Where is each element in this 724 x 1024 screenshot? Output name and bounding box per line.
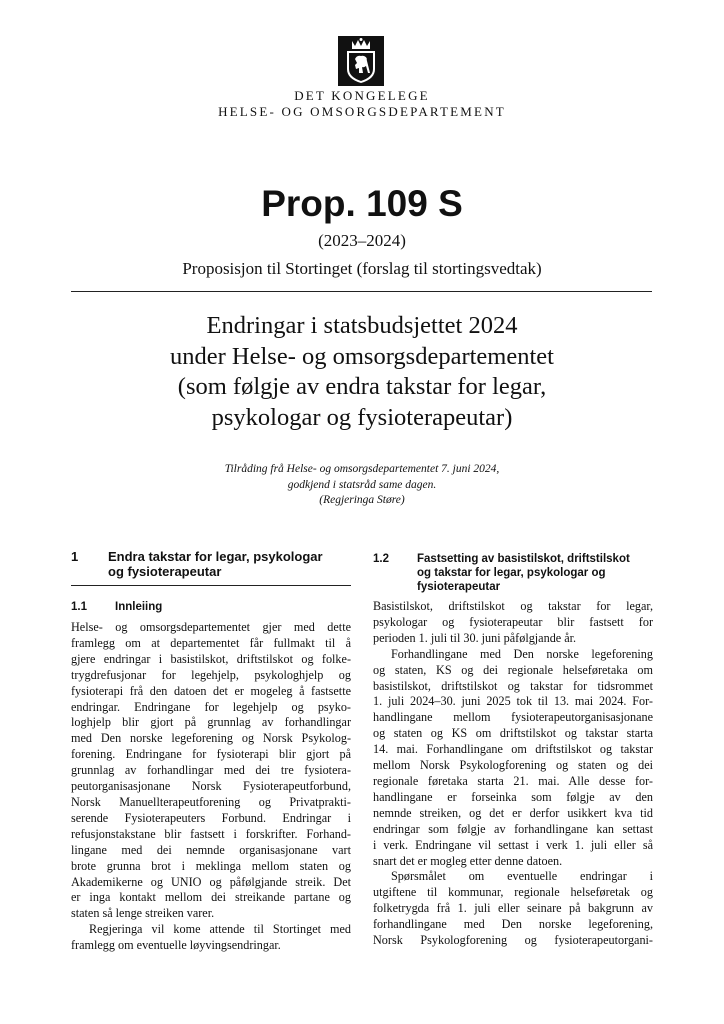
text-line: Helse- og omsorgsdepartementet gjer med dette	[71, 620, 351, 634]
text-line: nemnde streiken, og det er derfor usikkert kva tid	[373, 805, 653, 820]
text-line: serende Fysioterapeuters Forbund. Endringar i	[71, 810, 351, 825]
section-title-line: fysioterapeutar	[417, 581, 501, 593]
section-title-line: og takstar for legar, psykologar og	[417, 567, 606, 579]
document-main-title	[80, 311, 644, 433]
section-1-2-body	[373, 599, 653, 949]
text-line: regionale føretaka starta 21. mai. Alle desse for-	[373, 773, 653, 788]
text-line: 14. mai. Forhandlingane om driftstilskot og takstar	[373, 742, 653, 757]
text-line: folketrygda frå 1. juli eller seinare på bakgrunn av	[373, 901, 653, 916]
section-1-heading	[71, 549, 351, 586]
text-line: gjere endringar i basistilskot, driftstilskot og folke-	[71, 651, 351, 666]
text-line: 1. juli 2024–30. juni 2025 tok til 13. mai 2024. For-	[373, 694, 653, 709]
approval-note	[80, 462, 644, 509]
section-1-1-body	[71, 620, 351, 954]
text-line: brote grunna brot i meklinga mellom staten og	[71, 858, 351, 873]
text-line: refusjonstakstane blir fastsett i forskrifter. Forhand-	[71, 826, 351, 841]
main-title-line: under Helse- og omsorgsdepartementet	[170, 342, 554, 370]
text-line: snart det er mogleg etter denne datoen.	[373, 853, 563, 868]
text-line: med Den norske legeforening og Norsk Psykolog-	[71, 731, 351, 746]
text-line: peutorganisasjonane Norsk Fysioterapeutforbund,	[71, 779, 351, 794]
text-line: er inga kontakt mellom dei streikande partane og	[71, 890, 351, 905]
text-line: loghjelp blir gjort på grunnlag av forhandlingar	[71, 715, 351, 730]
text-line: trygdrefusjonar for legehjelp, psykologhjelp og	[71, 667, 351, 682]
text-line: handlingane er forseinka som følgje av den	[373, 789, 653, 804]
text-line: Norsk Psykologforening og fysioterapeutorgani-	[373, 933, 653, 948]
text-line: Spørsmålet om eventuelle endringar i	[391, 869, 653, 884]
text-line: endringar som følgje av forhandlingane kan settast	[373, 821, 653, 836]
text-line: mellom Norsk Psykologforening og staten og dei	[373, 758, 653, 773]
text-line: perioden 1. juli til 30. juni påfølgjande år.	[373, 630, 577, 645]
text-line: utgiftene til kommunar, regionale helseføretak og	[373, 885, 653, 900]
title-divider	[71, 291, 652, 292]
section-title-line: Endra takstar for legar, psykologar	[108, 549, 323, 564]
main-title-line: Endringar i statsbudsjettet 2024	[206, 312, 518, 339]
approval-line: godkjend i statsråd same dagen.	[287, 478, 437, 491]
coat-of-arms-icon	[337, 35, 385, 87]
text-line: framlegg om eventuelle løyvingsendringar.	[71, 938, 281, 953]
text-line: handlingane mellom fysioterapeutorganisasjonane	[373, 710, 653, 725]
text-line: basistilskot, driftstilskot og takstar for tidsrommet	[373, 678, 653, 693]
approval-line: (Regjeringa Støre)	[319, 494, 405, 506]
section-number: 1.1	[71, 601, 87, 613]
proposition-title: Prop. 109 S	[261, 183, 463, 224]
text-line: og staten, KS og dei regionale helseføretaka om	[373, 662, 653, 677]
approval-line: Tilråding frå Helse- og omsorgsdepartementet 7. juni 2024,	[224, 463, 500, 475]
text-line: Regjeringa vil kome attende til Stortinget med	[89, 922, 351, 937]
section-number: 1	[71, 549, 79, 564]
section-title-line: og fysioterapeutar	[108, 564, 222, 579]
text-line: og staten og KS om driftstilskot og takstar starta	[373, 726, 653, 741]
text-line: staten så lenge streiken varer.	[71, 906, 215, 921]
text-line: Basistilskot, driftstilskot og takstar for legar,	[373, 599, 653, 613]
proposition-kind: Proposisjon til Stortinget (forslag til stortingsvedtak)	[182, 259, 542, 278]
text-line: endringar. Endringane for legehjelp og psyko-	[71, 699, 351, 714]
right-column	[373, 549, 653, 949]
text-line: i verk. Endringane vil settast i verk 1. juli eller så	[373, 837, 653, 852]
section-number: 1.2	[373, 553, 389, 565]
text-line: lingane med dei nemnde organisasjonane vart	[71, 842, 351, 857]
ministry-name-line2: HELSE- OG OMSORGSDEPARTEMENT	[218, 104, 506, 119]
text-line: framlegg om at departementet får fullmakt til å	[71, 635, 351, 650]
section-title-line: Fastsetting av basistilskot, driftstilskot	[417, 553, 630, 565]
text-line: forening. Endringane for fysioterapi blir gjort på	[71, 747, 351, 762]
text-line: Norsk Manuellterapeutforening og Privatprakti-	[71, 794, 351, 809]
section-1-1-heading	[71, 600, 351, 614]
main-title-line: (som følgje av endra takstar for legar,	[177, 373, 547, 400]
section-title: Innleiing	[115, 601, 163, 613]
main-title-line: psykologar og fysioterapeutar)	[211, 403, 513, 431]
left-column	[71, 549, 351, 954]
proposition-session: (2023–2024)	[318, 231, 406, 250]
text-line: psykologar og fysioterapeutar blir fastsett for	[373, 614, 653, 629]
section-1-2-heading	[373, 552, 653, 594]
text-line: Akademikerne og UNIO og påfølgjande streik. Det	[71, 874, 351, 889]
ministry-name-line1: DET KONGELEGE	[294, 88, 430, 103]
text-line: forhandlingane med Den norske legeforening,	[373, 917, 653, 932]
text-line: fysioterapi frå den datoen det er mogeleg å fastsette	[71, 683, 351, 698]
text-line: grunnlag av forhandlingar med dei tre fysiotera-	[71, 763, 351, 778]
text-line: Forhandlingane med Den norske legeforening	[391, 646, 653, 661]
